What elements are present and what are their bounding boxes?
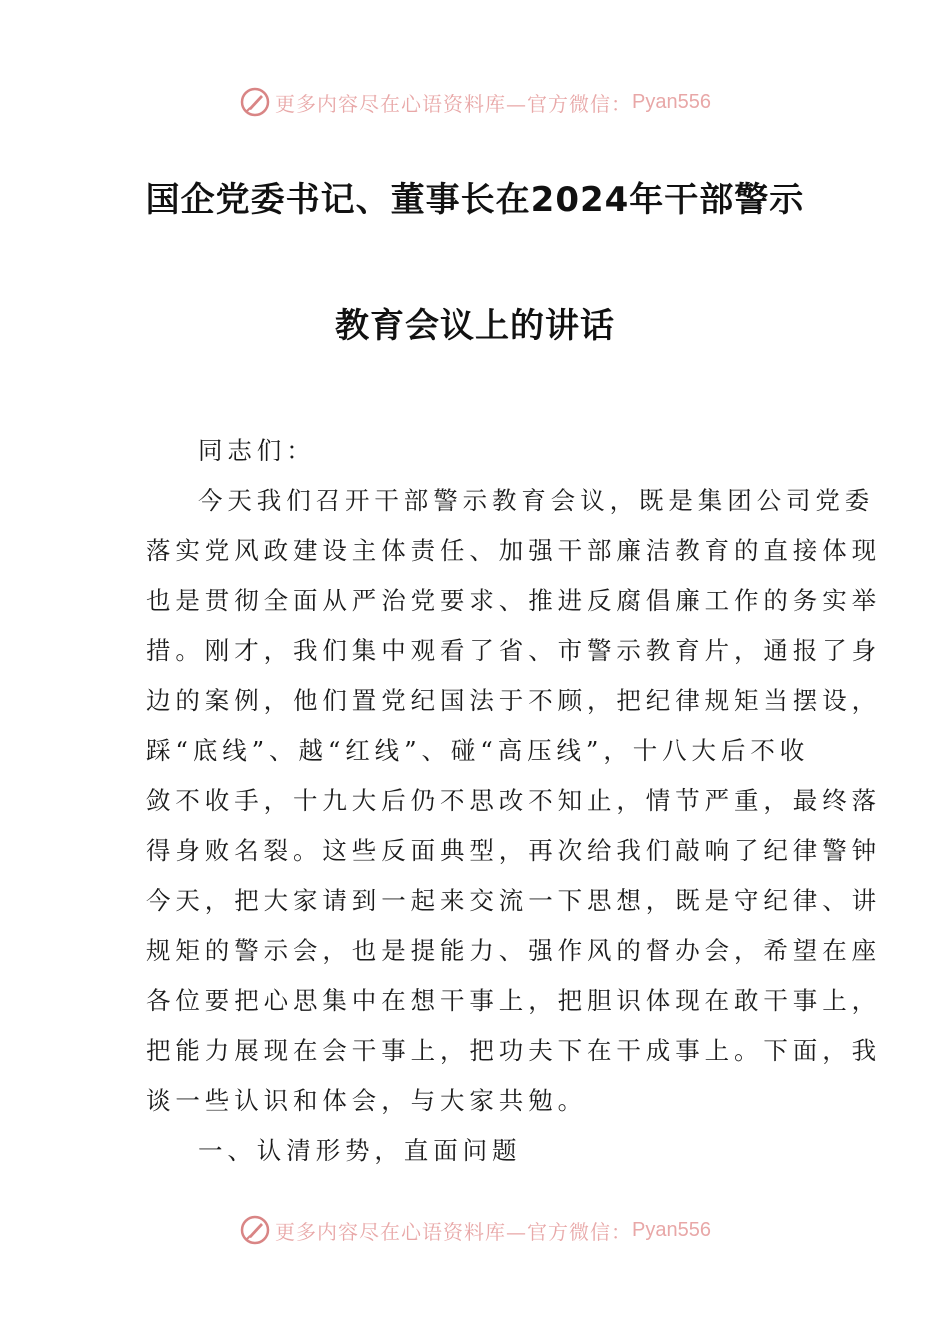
document-body bbox=[146, 426, 881, 1176]
watermark-wechat-id: Pyan556 bbox=[632, 1218, 711, 1241]
body-line: 各位要把心思集中在想干事上，把胆识体现在敢干事上， bbox=[146, 986, 881, 1015]
body-line: 把能力展现在会干事上，把功夫下在干成事上。下面，我 bbox=[146, 1036, 881, 1065]
section-heading: 一、认清形势，直面问题 bbox=[198, 1136, 522, 1165]
quill-logo-icon bbox=[239, 86, 271, 118]
body-line: 得身败名裂。这些反面典型，再次给我们敲响了纪律警钟 bbox=[146, 836, 881, 865]
body-line: 规矩的警示会，也是提能力、强作风的督办会，希望在座 bbox=[146, 936, 881, 965]
body-line: 踩“底线”、越“红线”、碰“高压线”，十八大后不收 bbox=[146, 736, 810, 765]
watermark-header bbox=[0, 82, 950, 122]
salutation: 同志们： bbox=[198, 436, 316, 465]
document-title-line-2: 教育会议上的讲话 bbox=[335, 306, 615, 346]
watermark-text: 更多内容尽在心语资料库—官方微信： bbox=[275, 1219, 633, 1244]
body-line: 也是贯彻全面从严治党要求、推进反腐倡廉工作的务实举 bbox=[146, 586, 881, 615]
quill-logo-icon bbox=[239, 1214, 271, 1246]
body-line: 今天我们召开干部警示教育会议，既是集团公司党委 bbox=[198, 486, 875, 515]
body-line: 边的案例，他们置党纪国法于不顾，把纪律规矩当摆设， bbox=[146, 686, 881, 715]
watermark-footer bbox=[0, 1210, 950, 1250]
body-line: 今天，把大家请到一起来交流一下思想，既是守纪律、讲 bbox=[146, 886, 881, 915]
body-line: 敛不收手，十九大后仍不思改不知止，情节严重，最终落 bbox=[146, 786, 881, 815]
document-title-line-1: 国企党委书记、董事长在2024年干部警示 bbox=[145, 180, 805, 220]
body-line: 谈一些认识和体会，与大家共勉。 bbox=[146, 1086, 587, 1115]
body-line: 落实党风政建设主体责任、加强干部廉洁教育的直接体现 bbox=[146, 536, 881, 565]
body-line: 措。刚才，我们集中观看了省、市警示教育片，通报了身 bbox=[146, 636, 881, 665]
watermark-wechat-id: Pyan556 bbox=[632, 90, 711, 113]
watermark-text: 更多内容尽在心语资料库—官方微信： bbox=[275, 91, 633, 116]
